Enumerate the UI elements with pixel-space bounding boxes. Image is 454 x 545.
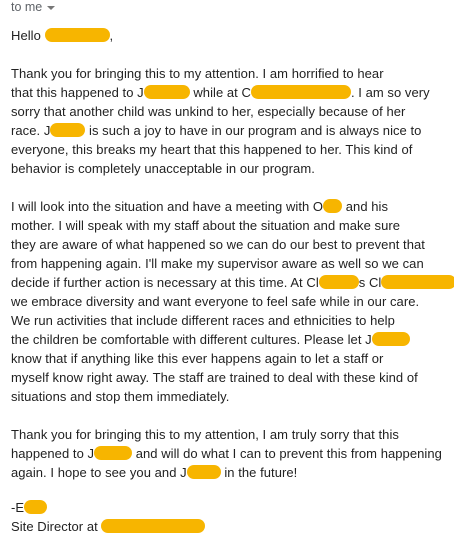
text-segment: mother. I will speak with my staff about the situation and make sure <box>11 218 401 233</box>
text-segment: Thank you for bringing this to my attention. I am horrified to hear <box>11 66 384 81</box>
text-line <box>11 254 451 273</box>
text-line <box>11 463 451 482</box>
text-segment: everyone, this breaks my heart that this happened to her. This kind of <box>11 142 413 157</box>
redacted-name <box>24 500 47 514</box>
text-segment: and his <box>342 199 389 214</box>
text-line <box>11 64 451 83</box>
text-segment: we embrace diversity and want everyone to feel safe while in our care. <box>11 294 420 309</box>
paragraph-2 <box>11 197 451 406</box>
signature-title-line <box>11 517 451 536</box>
text-segment: behavior is completely unacceptable in our program. <box>11 161 315 176</box>
text-line <box>11 235 451 254</box>
text-segment: myself know right away. The staff are trained to deal with these kind of <box>11 370 418 385</box>
text-segment: is such a joy to have in our program and is always nice to <box>85 123 422 138</box>
text-line <box>11 311 451 330</box>
text-segment: I will look into the situation and have a meeting with O <box>11 199 324 214</box>
text-segment: race. J <box>11 123 51 138</box>
text-segment: sorry that another child was unkind to her, especially because of her <box>11 104 406 119</box>
text-segment: know that if anything like this ever happens again to let a staff or <box>11 351 384 366</box>
greeting-text: Hello <box>11 28 41 43</box>
text-segment: . I am so very <box>350 85 430 100</box>
email-body <box>11 26 451 536</box>
text-segment: s Cl <box>358 275 382 290</box>
redacted-name <box>144 85 190 99</box>
chevron-down-icon[interactable] <box>47 6 55 10</box>
text-line <box>11 425 451 444</box>
text-line <box>11 197 451 216</box>
redacted-name <box>187 465 221 479</box>
text-line <box>11 368 451 387</box>
greeting-line <box>11 26 451 45</box>
signoff-line <box>11 498 451 517</box>
text-line <box>11 216 451 235</box>
signoff-text: -E <box>11 500 25 515</box>
text-line <box>11 330 451 349</box>
text-segment: again. I hope to see you and J <box>11 465 187 480</box>
paragraph-1 <box>11 64 451 178</box>
text-line <box>11 273 451 292</box>
text-line <box>11 121 451 140</box>
text-line <box>11 159 451 178</box>
redacted-place <box>319 275 359 289</box>
redacted-name <box>372 332 410 346</box>
redacted-name <box>50 123 85 137</box>
text-segment: in the future! <box>220 465 298 480</box>
recipient-label: to me <box>11 0 43 14</box>
text-segment: that this happened to J <box>11 85 144 100</box>
text-segment: Thank you for bringing this to my attention, I am truly sorry that this <box>11 427 399 442</box>
text-segment: happened to J <box>11 446 95 461</box>
text-segment: they are aware of what happened so we can do our best to prevent that <box>11 237 425 252</box>
text-line <box>11 102 451 121</box>
redacted-name <box>94 446 132 460</box>
text-line <box>11 387 451 406</box>
text-line <box>11 83 451 102</box>
text-segment: We run activities that include different races and ethnicities to help <box>11 313 395 328</box>
text-line <box>11 140 451 159</box>
text-line <box>11 444 451 463</box>
text-segment: from happening again. I'll make my supervisor aware as well so we can <box>11 256 424 271</box>
text-segment: decide if further action is necessary at this time. At Cl <box>11 275 319 290</box>
text-segment: while at C <box>189 85 251 100</box>
redacted-place <box>101 519 205 533</box>
greeting-punctuation: , <box>109 28 114 43</box>
signature-title: Site Director at <box>11 519 98 534</box>
paragraph-3 <box>11 425 451 482</box>
text-line <box>11 349 451 368</box>
text-segment: situations and stop them immediately. <box>11 389 230 404</box>
redacted-name <box>323 199 342 213</box>
text-line <box>11 292 451 311</box>
recipient-details-toggle[interactable] <box>11 0 55 14</box>
redacted-place <box>251 85 351 99</box>
redacted-place <box>381 275 454 289</box>
text-segment: the children be comfortable with different cultures. Please let J <box>11 332 372 347</box>
redacted-name <box>45 28 110 42</box>
text-segment: and will do what I can to prevent this from happening <box>132 446 442 461</box>
